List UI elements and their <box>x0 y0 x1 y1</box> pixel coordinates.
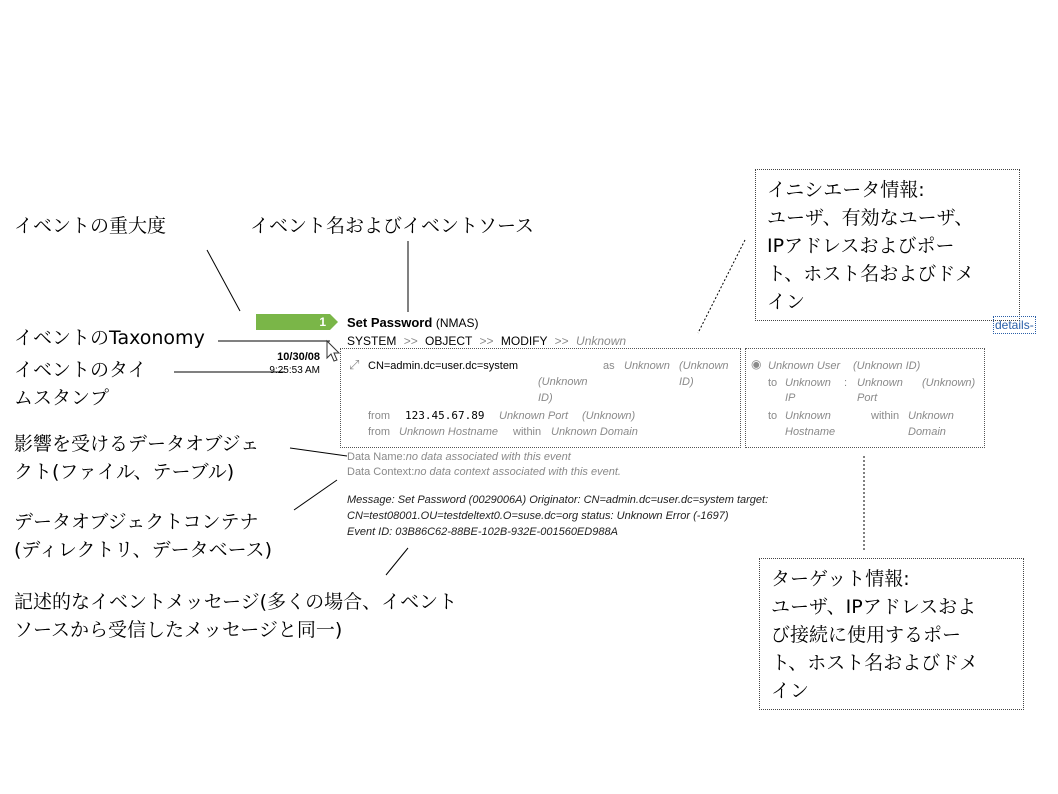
mouse-cursor-icon <box>327 341 339 361</box>
target-to-label-2: to <box>768 410 778 422</box>
severity-bar[interactable] <box>256 314 338 330</box>
event-name-source-callout: イベント名およびイベントソース <box>250 215 535 237</box>
target-port-2: Port <box>857 392 878 404</box>
event-name[interactable]: Set Password <box>347 315 433 330</box>
timestamp-callout <box>14 356 147 412</box>
taxonomy-separator: >> <box>554 334 569 348</box>
target-panel <box>745 348 985 448</box>
target-info-line1: ターゲット情報: <box>771 568 910 590</box>
object-container-callout-line2: (ディレクトリ、データベース) <box>14 539 273 561</box>
initiator-info-line1: イニシエータ情報: <box>767 179 925 201</box>
data-name-label: Data Name: <box>347 451 406 463</box>
target-user-id: (Unknown ID) <box>853 360 921 372</box>
event-id: Event ID: 03B86C62-88BE-102B-932E-001560ED988A <box>347 526 618 538</box>
initiator-as-label: as <box>603 360 615 372</box>
event-title[interactable] <box>347 315 479 330</box>
severity-callout: イベントの重大度 <box>14 215 167 237</box>
event-source: (NMAS) <box>435 316 479 330</box>
target-port-1: Unknown <box>857 377 903 389</box>
target-info-line4: ト、ホスト名およびドメ <box>771 652 979 674</box>
initiator-info-line4: ト、ホスト名およびドメ <box>767 263 975 285</box>
timestamp-callout-line2: ムスタンプ <box>14 387 110 409</box>
initiator-info-line2: ユーザ、有効なユーザ、 <box>767 207 974 229</box>
target-info-line2: ユーザ、IPアドレスおよ <box>771 596 977 618</box>
target-port-paren: (Unknown) <box>922 377 976 389</box>
taxonomy-path <box>347 333 626 349</box>
initiator-effective-user: Unknown <box>624 360 670 372</box>
data-context-row <box>347 465 621 479</box>
taxonomy-level-4[interactable]: Unknown <box>576 334 627 348</box>
data-context-value: no data context associated with this event. <box>414 466 621 478</box>
target-info-line5: イン <box>771 680 810 702</box>
initiator-info-line3: IPアドレスおよびポー <box>767 235 955 257</box>
initiator-user[interactable]: CN=admin.dc=user.dc=system <box>368 360 519 372</box>
message-callout <box>14 588 457 644</box>
taxonomy-level-2[interactable]: OBJECT <box>425 334 473 348</box>
initiator-panel <box>340 348 741 448</box>
timestamp-callout-line1: イベントのタイ <box>14 359 147 381</box>
target-info-box <box>759 558 1024 710</box>
message-callout-line2: ソースから受信したメッセージと同一) <box>14 619 343 641</box>
radio-target-icon[interactable]: ◉ <box>751 357 762 371</box>
affected-object-callout-line2: クト(ファイル、テーブル) <box>14 461 235 483</box>
data-name-value: no data associated with this event <box>405 451 571 463</box>
event-date: 10/30/08 <box>277 351 320 363</box>
target-colon: : <box>844 377 848 389</box>
initiator-info-line5: イン <box>767 291 806 313</box>
data-name-row <box>347 450 571 464</box>
object-container-callout <box>14 508 272 564</box>
severity-value: 1 <box>319 315 326 329</box>
initiator-port: Unknown Port <box>499 410 569 422</box>
taxonomy-separator: >> <box>403 334 418 348</box>
target-ip-1: Unknown <box>785 377 831 389</box>
initiator-ip[interactable]: 123.45.67.89 <box>405 409 485 422</box>
event-message-line2: CN=test08001.OU=testdeltext0.O=suse.dc=org status: Unknown Error (-1697) <box>347 510 729 522</box>
initiator-user-id-2: ID) <box>538 392 553 404</box>
target-ip-2: IP <box>785 392 796 404</box>
target-domain-1: Unknown <box>908 410 954 422</box>
initiator-user-id-1: (Unknown <box>538 376 588 388</box>
affected-object-callout <box>14 430 259 486</box>
initiator-effective-user-id-1: (Unknown <box>679 360 729 372</box>
taxonomy-separator: >> <box>479 334 494 348</box>
taxonomy-callout: イベントのTaxonomy <box>14 327 205 349</box>
event-message <box>347 492 768 540</box>
target-within-label: within <box>871 410 900 422</box>
initiator-host: Unknown Hostname <box>399 426 499 438</box>
initiator-port-paren: (Unknown) <box>582 410 636 422</box>
message-callout-line1: 記述的なイベントメッセージ(多くの場合、イベント <box>14 591 458 613</box>
affected-object-callout-line1: 影響を受けるデータオブジェ <box>14 433 260 455</box>
event-time: 9:25:53 AM <box>269 365 320 376</box>
initiator-effective-user-id-2: ID) <box>679 376 694 388</box>
event-timestamp <box>256 350 320 377</box>
expand-arrow-icon[interactable]: ⤢ <box>349 357 360 372</box>
initiator-domain: Unknown Domain <box>551 426 638 438</box>
event-message-line1: Message: Set Password (0029006A) Originator: CN=admin.dc=user.dc=system target: <box>347 494 769 506</box>
initiator-info-box <box>755 169 1020 321</box>
initiator-within-label: within <box>513 426 542 438</box>
taxonomy-level-3[interactable]: MODIFY <box>500 334 548 348</box>
target-host-2: Hostname <box>785 426 836 438</box>
initiator-from-label-2: from <box>368 426 390 438</box>
details-link[interactable]: details- <box>995 318 1034 332</box>
object-container-callout-line1: データオブジェクトコンテナ <box>14 511 259 533</box>
target-to-label-1: to <box>768 377 778 389</box>
taxonomy-level-1[interactable]: SYSTEM <box>347 334 397 348</box>
data-context-label: Data Context: <box>347 466 415 478</box>
initiator-from-label: from <box>368 410 390 422</box>
target-user: Unknown User <box>768 360 841 372</box>
target-domain-2: Domain <box>908 426 946 438</box>
target-info-line3: び接続に使用するポー <box>771 624 962 646</box>
target-host-1: Unknown <box>785 410 831 422</box>
